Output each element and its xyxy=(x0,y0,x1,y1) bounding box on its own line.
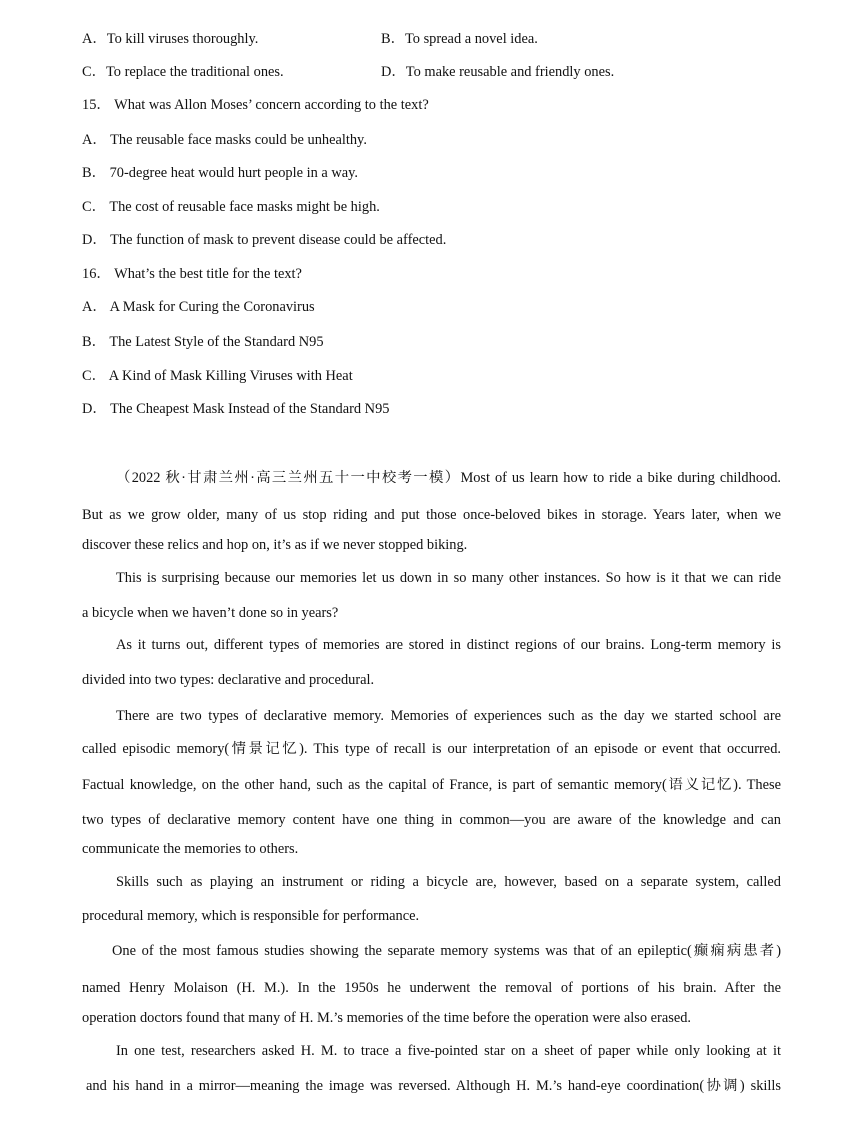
q14-option-b-letter: B． xyxy=(381,31,405,47)
q15-option-a: A． The reusable face masks could be unhealthy. xyxy=(82,132,367,148)
q16-option-a: A． A Mask for Curing the Coronavirus xyxy=(82,299,315,315)
passage-line-9: called episodic memory(情景记忆). This type of recall is our interpretation of an episode or event that occurred. xyxy=(82,741,781,757)
q15-option-b: B． 70-degree heat would hurt people in a way. xyxy=(82,165,359,181)
q15-option-c: C． The cost of reusable face masks might be high. xyxy=(82,199,380,215)
q14-option-d-letter: D． xyxy=(381,64,406,80)
passage-line-14: procedural memory, which is responsible for performance. xyxy=(82,908,420,924)
q16-option-d: D． The Cheapest Mask Instead of the Standard N95 xyxy=(82,401,390,417)
passage-line-10: Factual knowledge, on the other hand, such as the capital of France, is part of semantic memory(语义记忆). These xyxy=(82,777,781,793)
passage-line-5: a bicycle when we haven’t done so in years? xyxy=(82,605,339,621)
passage-line-6: As it turns out, different types of memories are stored in distinct regions of our brains. Long-term memory is xyxy=(116,637,781,653)
passage-line-17: operation doctors found that many of H. M.’s memories of the time before the operation were also erased. xyxy=(82,1010,692,1026)
q14-option-a xyxy=(82,30,258,48)
passage-line-7: divided into two types: declarative and procedural. xyxy=(82,672,375,688)
q16-option-c: C． A Kind of Mask Killing Viruses with Heat xyxy=(82,368,353,384)
passage-line-19: and his hand in a mirror—meaning the image was reversed. Although H. M.’s hand-eye coordination(协调) skills xyxy=(86,1078,781,1094)
passage-line-2: But as we grow older, many of us stop riding and put those once-beloved bikes in storage. Years later, when we xyxy=(82,507,781,523)
q14-option-a-letter: A． xyxy=(82,31,107,47)
passage-line-16: named Henry Molaison (H. M.). In the 1950s he underwent the removal of portions of his brain. After the xyxy=(82,980,781,996)
passage-line-15: One of the most famous studies showing the separate memory systems was that of an epileptic(癫痫病患者) xyxy=(112,943,781,959)
q14-option-c xyxy=(82,63,284,81)
q14-option-b xyxy=(381,30,538,48)
q16-option-b: B． The Latest Style of the Standard N95 xyxy=(82,334,324,350)
passage-line-18: In one test, researchers asked H. M. to trace a five-pointed star on a sheet of paper while only looking at it xyxy=(116,1043,781,1059)
q14-option-c-text: To replace the traditional ones. xyxy=(106,64,284,80)
q14-option-a-text: To kill viruses thoroughly. xyxy=(106,31,259,47)
passage-line-4: This is surprising because our memories let us down in so many other instances. So how is it that we can ride xyxy=(116,570,781,586)
passage-line-13: Skills such as playing an instrument or riding a bicycle are, however, based on a separate system, called xyxy=(116,874,781,890)
q14-option-d-text: To make reusable and friendly ones. xyxy=(405,64,615,80)
passage-line-1: （2022 秋·甘肃兰州·高三兰州五十一中校考一模）Most of us learn how to ride a bike during childhood. xyxy=(116,470,781,486)
passage-line-11: two types of declarative memory content have one thing in common—you are aware of the knowledge and can xyxy=(82,812,781,828)
q14-option-c-letter: C． xyxy=(82,64,106,80)
passage-line-3: discover these relics and hop on, it’s as if we never stopped biking. xyxy=(82,537,468,553)
q16-stem: 16． What’s the best title for the text? xyxy=(82,266,302,282)
q15-option-d: D． The function of mask to prevent disease could be affected. xyxy=(82,232,447,248)
passage-line-12: communicate the memories to others. xyxy=(82,841,299,857)
q14-option-b-text: To spread a novel idea. xyxy=(405,31,538,47)
passage-line-8: There are two types of declarative memory. Memories of experiences such as the day we started school are xyxy=(116,708,781,724)
q15-stem: 15． What was Allon Moses’ concern according to the text? xyxy=(82,97,429,113)
q14-option-d xyxy=(381,63,614,81)
